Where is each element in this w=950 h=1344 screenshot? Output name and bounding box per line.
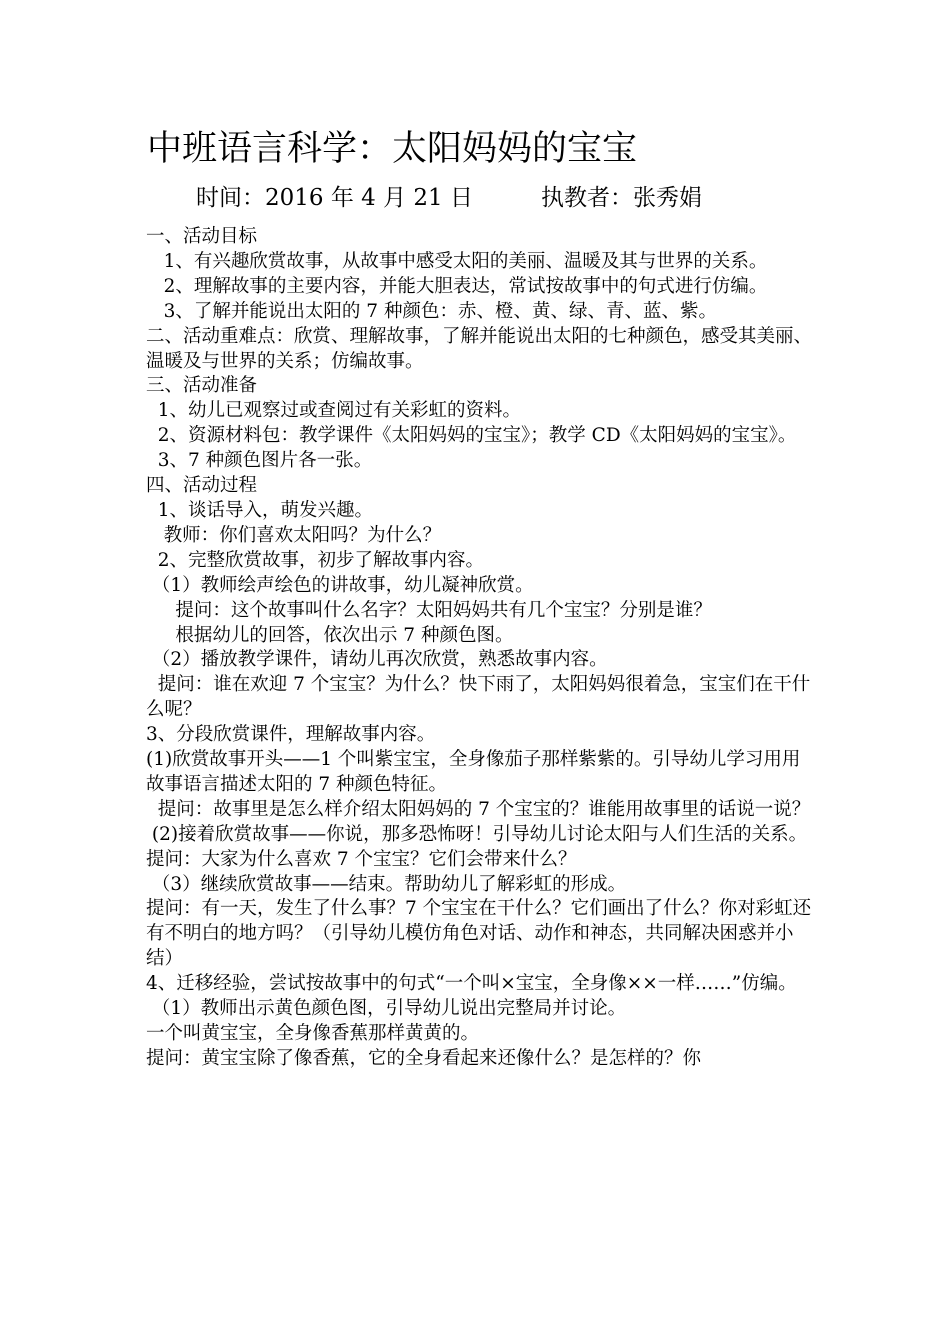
paragraph: 3、了解并能说出太阳的 7 种颜色：赤、橙、黄、绿、青、蓝、紫。 [146,300,717,322]
paragraph: 提问：大家为什么喜欢 7 个宝宝？它们会带来什么？ [146,848,577,870]
paragraph: 一、活动目标 [146,226,258,247]
document-title: 中班语言科学：太阳妈妈的宝宝 [147,129,638,169]
paragraph: 1、谈话导入，萌发兴趣。 [146,499,374,521]
document-body [146,225,814,1072]
paragraph: 提问：有一天，发生了什么事？7 个宝宝在干什么？它们画出了什么？你对彩虹还有不明白的地方吗？（引导幼儿模仿角色对话、动作和神态，共同解决困惑并小结） [146,898,812,970]
paragraph: 提问：谁在欢迎 7 个宝宝？为什么？快下雨了，太阳妈妈很着急，宝宝们在干什么呢？ [146,674,811,721]
paragraph: 提问：故事里是怎么样介绍太阳妈妈的 7 个宝宝的？谁能用故事里的话说一说？ [146,798,811,820]
paragraph: 1、有兴趣欣赏故事，从故事中感受太阳的美丽、温暖及其与世界的关系。 [146,250,768,272]
paragraph: 3、分段欣赏课件，理解故事内容。 [146,724,436,746]
paragraph: （1）教师出示黄色颜色图，引导幼儿说出完整局并讨论。 [146,998,627,1020]
paragraph: (2)接着欣赏故事——你说，那多恐怖呀！引导幼儿讨论太阳与人们生活的关系。 [146,823,808,845]
paragraph: 4、迁移经验，尝试按故事中的句式“一个叫×宝宝，全身像××一样……”仿编。 [146,973,797,995]
paragraph: 一个叫黄宝宝，全身像香蕉那样黄黄的。 [146,1023,480,1044]
paragraph: （2）播放教学课件，请幼儿再次欣赏，熟悉故事内容。 [146,649,608,671]
document-meta [196,182,702,214]
paragraph: 四、活动过程 [146,475,258,497]
paragraph: 提问：黄宝宝除了像香蕉，它的全身看起来还像什么？是怎样的？你 [146,1047,702,1069]
paragraph: 2、理解故事的主要内容，并能大胆表达，常试按故事中的句式进行仿编。 [146,275,768,297]
paragraph: 3、7 种颜色图片各一张。 [146,450,373,472]
paragraph: 2、完整欣赏故事，初步了解故事内容。 [146,549,485,571]
paragraph: 2、资源材料包：教学课件《太阳妈妈的宝宝》；教学 CD《太阳妈妈的宝宝》。 [146,425,797,447]
paragraph: 教师：你们喜欢太阳吗？为什么？ [146,524,442,546]
paragraph: 根据幼儿的回答，依次出示 7 种颜色图。 [146,624,514,646]
lesson-time: 时间：2016 年 4 月 21 日 [196,185,473,211]
paragraph: 二、活动重难点：欣赏、理解故事，了解并能说出太阳的七种颜色，感受其美丽、温暖及与世界的关系；仿编故事。 [146,325,813,372]
paragraph: （1）教师绘声绘色的讲故事，幼儿凝神欣赏。 [146,574,534,596]
paragraph: 提问：这个故事叫什么名字？太阳妈妈共有几个宝宝？分别是谁？ [146,599,712,621]
paragraph: (1)欣赏故事开头——1 个叫紫宝宝，全身像茄子那样紫紫的。引导幼儿学习用用故事语言描述太阳的 7 种颜色特征。 [146,749,801,795]
paragraph: 1、幼儿已观察过或查阅过有关彩虹的资料。 [146,400,522,422]
lesson-teacher: 执教者：张秀娟 [541,185,702,211]
paragraph: 三、活动准备 [146,375,258,397]
paragraph: （3）继续欣赏故事——结束。帮助幼儿了解彩虹的形成。 [146,873,627,895]
